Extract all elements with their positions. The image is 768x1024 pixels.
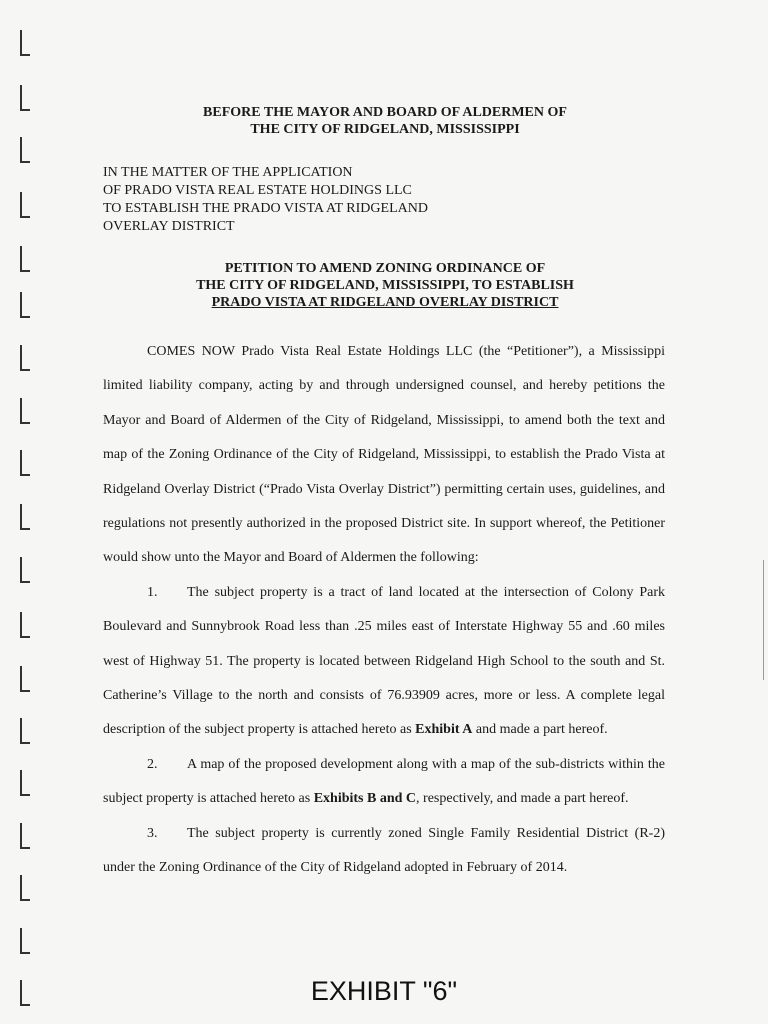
binder-mark bbox=[20, 718, 30, 744]
page-edge-line bbox=[763, 560, 764, 680]
exhibit-reference: Exhibits B and C bbox=[313, 791, 417, 807]
petition-title-line: PRADO VISTA AT RIDGELAND OVERLAY DISTRICT bbox=[211, 295, 559, 310]
binder-mark bbox=[20, 666, 30, 692]
paragraph-text: , respectively, and made a part hereof. bbox=[416, 791, 629, 807]
binder-mark bbox=[20, 137, 30, 163]
binder-mark bbox=[20, 450, 30, 476]
binder-mark bbox=[20, 928, 30, 954]
matter-line: OVERLAY DISTRICT bbox=[103, 219, 235, 234]
binder-mark bbox=[20, 292, 30, 318]
caption-heading-line: THE CITY OF RIDGELAND, MISSISSIPPI bbox=[250, 122, 520, 137]
paragraph-number: 3. bbox=[147, 825, 158, 841]
petition-body bbox=[103, 335, 665, 886]
paragraph-text: A map of the proposed development along with a map of the sub-districts within the subject property is attached hereto as bbox=[103, 756, 665, 807]
paragraph-text: The subject property is currently zoned Single Family Residential District (R-2) under the Zoning Ordinance of the City of Ridgeland adopted in February of 2014. bbox=[103, 825, 665, 876]
matter-line: OF PRADO VISTA REAL ESTATE HOLDINGS LLC bbox=[103, 183, 412, 198]
binder-mark bbox=[20, 770, 30, 796]
paragraph-text: and made a part hereof. bbox=[472, 722, 608, 738]
petition-title bbox=[150, 260, 620, 311]
paragraph-number: 2. bbox=[147, 756, 158, 772]
exhibit-label: EXHIBIT "6" bbox=[310, 976, 458, 1006]
binder-mark bbox=[20, 823, 30, 849]
intro-paragraph: COMES NOW Prado Vista Real Estate Holdings LLC (the “Petitioner”), a Mississippi limited liability company, acting by and through undersigned counsel, and hereby petitions the Mayor and Board of Aldermen of the City of Ridgeland, Mississippi, to amend both the text and map of the Zoning Ordinance of the City of Ridgeland, Mississippi, to establish the Prado Vista at Ridgeland Overlay District (“Prado Vista Overlay District”) permitting certain uses, guidelines, and regulations not presently authorized in the proposed District site. In support whereof, the Petitioner would show unto the Mayor and Board of Aldermen the following: bbox=[103, 344, 665, 566]
numbered-paragraph bbox=[103, 748, 665, 817]
binder-mark bbox=[20, 557, 30, 583]
binder-marks bbox=[14, 30, 34, 1010]
binder-mark bbox=[20, 504, 30, 530]
numbered-paragraph bbox=[103, 576, 665, 748]
caption-heading bbox=[150, 104, 620, 138]
caption-heading-line: BEFORE THE MAYOR AND BOARD OF ALDERMEN OF bbox=[203, 105, 567, 120]
binder-mark bbox=[20, 398, 30, 424]
binder-mark bbox=[20, 192, 30, 218]
binder-mark bbox=[20, 30, 30, 56]
binder-mark bbox=[20, 246, 30, 272]
exhibit-reference: Exhibit A bbox=[415, 722, 473, 738]
binder-mark bbox=[20, 345, 30, 371]
paragraph-number: 1. bbox=[147, 584, 158, 600]
binder-mark bbox=[20, 612, 30, 638]
petition-title-line: THE CITY OF RIDGELAND, MISSISSIPPI, TO ESTABLISH bbox=[196, 278, 574, 293]
matter-line: TO ESTABLISH THE PRADO VISTA AT RIDGELAND bbox=[103, 201, 428, 216]
numbered-paragraph bbox=[103, 817, 665, 886]
matter-block bbox=[103, 164, 523, 236]
binder-mark bbox=[20, 85, 30, 111]
petition-title-line: PETITION TO AMEND ZONING ORDINANCE OF bbox=[224, 261, 546, 276]
paragraph-text: The subject property is a tract of land located at the intersection of Colony Park Boulevard and Sunnybrook Road less than .25 miles east of Interstate Highway 55 and .60 miles west of Highway 51. The property is located between Ridgeland High School to the south and St. Catherine’s Village to the north and consists of 76.93909 acres, more or less. A complete legal description of the subject property is attached hereto as bbox=[103, 584, 665, 738]
binder-mark bbox=[20, 875, 30, 901]
matter-line: IN THE MATTER OF THE APPLICATION bbox=[103, 165, 353, 180]
